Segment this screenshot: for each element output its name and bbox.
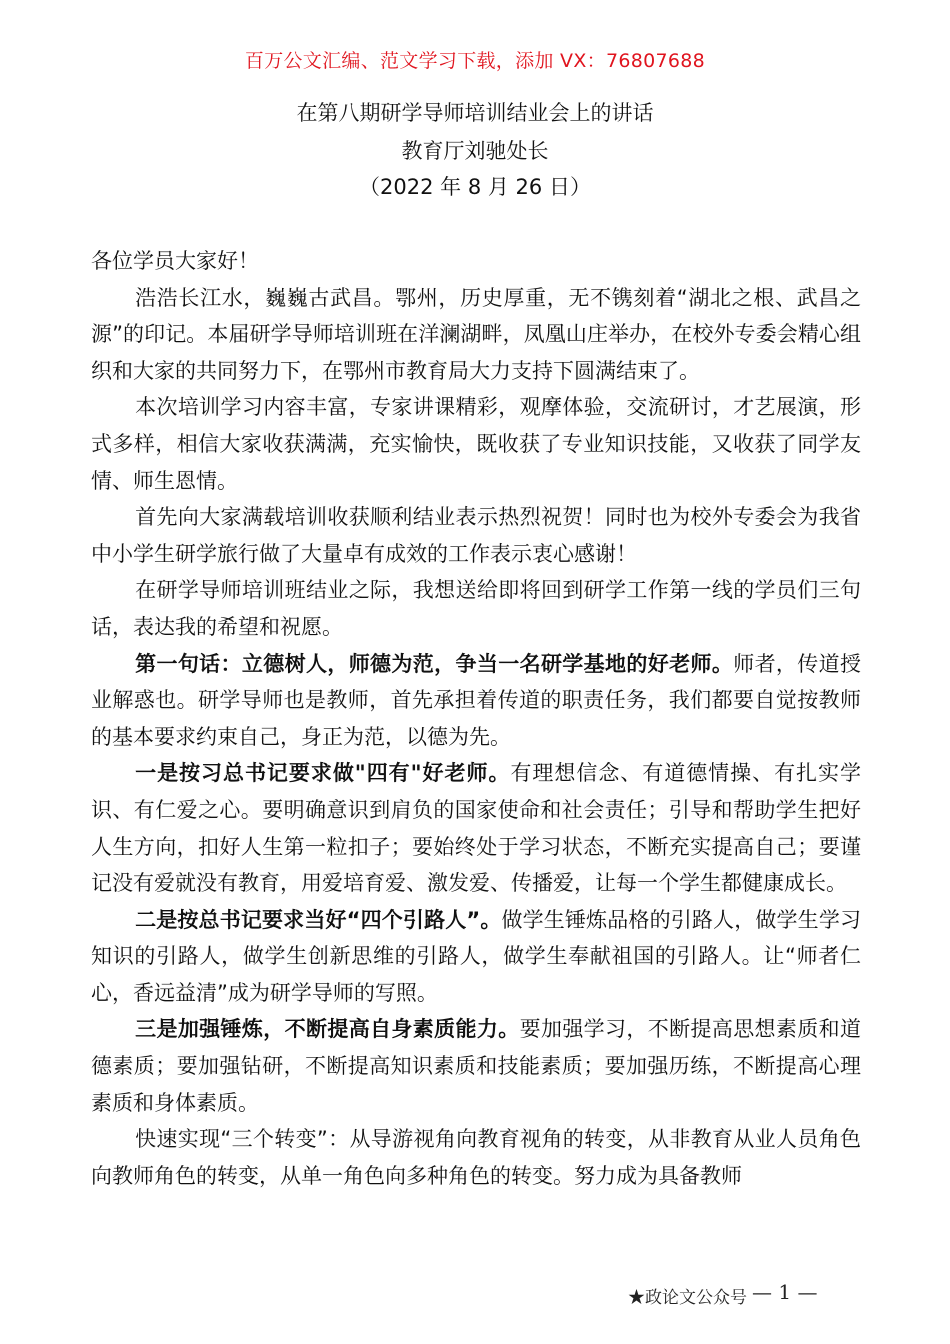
- body-paragraph: 本次培训学习内容丰富，专家讲课精彩，观摩体验，交流研讨，才艺展演，形式多样，相信大家收获满满，充实愉快，既收获了专业知识技能，又收获了同学友情、师生恩情。: [91, 395, 861, 493]
- greeting-paragraph: 各位学员大家好！: [91, 249, 259, 273]
- section-paragraph: 二是按总书记要求当好“四个引路人”。做学生锤炼品格的引路人，做学生学习知识的引路人，做学生创新思维的引路人，做学生奉献祖国的引路人。让“师者仁心，香远益清”成为研学导师的写照。: [91, 907, 861, 1005]
- section-heading: 一是按习总书记要求做"四有"好老师。: [135, 761, 511, 786]
- body-paragraph: 首先向大家满载培训收获顺利结业表示热烈祝贺！同时也为校外专委会为我省中小学生研学旅行做了大量卓有成效的工作表示衷心感谢！: [91, 505, 861, 566]
- section-paragraph: 一是按习总书记要求做"四有"好老师。有理想信念、有道德情操、有扎实学识、有仁爱之心。要明确意识到肩负的国家使命和社会责任；引导和帮助学生把好人生方向，扣好人生第一粒扣子；要始终处于学习状态，不断充实提高自己；要谨记没有爱就没有教育，用爱培育爱、激发爱、传播爱，让每一个学生都健康成长。: [91, 761, 861, 896]
- page-number: — 1 —: [752, 1280, 818, 1304]
- body-paragraph: 浩浩长江水，巍巍古武昌。鄂州，历史厚重，无不镌刻着“湖北之根、武昌之源”的印记。本届研学导师培训班在洋澜湖畔，凤凰山庄举办，在校外专委会精心组织和大家的共同努力下，在鄂州市教育局大力支持下圆满结束了。: [91, 285, 861, 383]
- section-heading: 二是按总书记要求当好“四个引路人”。: [135, 907, 502, 932]
- section-heading: 第一句话：立德树人，师德为范，争当一名研学基地的好老师。: [135, 651, 734, 676]
- document-date: （2022 年 8 月 26 日）: [359, 175, 591, 199]
- document-title: 在第八期研学导师培训结业会上的讲话: [296, 101, 654, 125]
- document-body: [91, 243, 861, 1194]
- header-banner: 百万公文汇编、范文学习下载，添加 VX：76807688: [244, 50, 706, 72]
- section-paragraph: 三是加强锤炼，不断提高自身素质能力。要加强学习，不断提高思想素质和道德素质；要加强钻研，不断提高知识素质和技能素质；要加强历练，不断提高心理素质和身体素质。: [91, 1017, 862, 1115]
- section-heading: 三是加强锤炼，不断提高自身素质能力。: [135, 1017, 520, 1042]
- section-paragraph: 第一句话：立德树人，师德为范，争当一名研学基地的好老师。师者，传道授业解惑也。研学导师也是教师，首先承担着传道的职责任务，我们都要自觉按教师的基本要求约束自己，身正为范，以德为先。: [91, 651, 862, 749]
- footer-source: ★政论文公众号: [628, 1288, 747, 1308]
- body-paragraph: 快速实现“三个转变”：从导游视角向教育视角的转变，从非教育从业人员角色向教师角色的转变，从单一角色向多种角色的转变。努力成为具备教师: [91, 1127, 861, 1188]
- body-paragraph: 在研学导师培训班结业之际，我想送给即将回到研学工作第一线的学员们三句话，表达我的希望和祝愿。: [91, 578, 861, 639]
- document-author: 教育厅刘驰处长: [401, 139, 549, 163]
